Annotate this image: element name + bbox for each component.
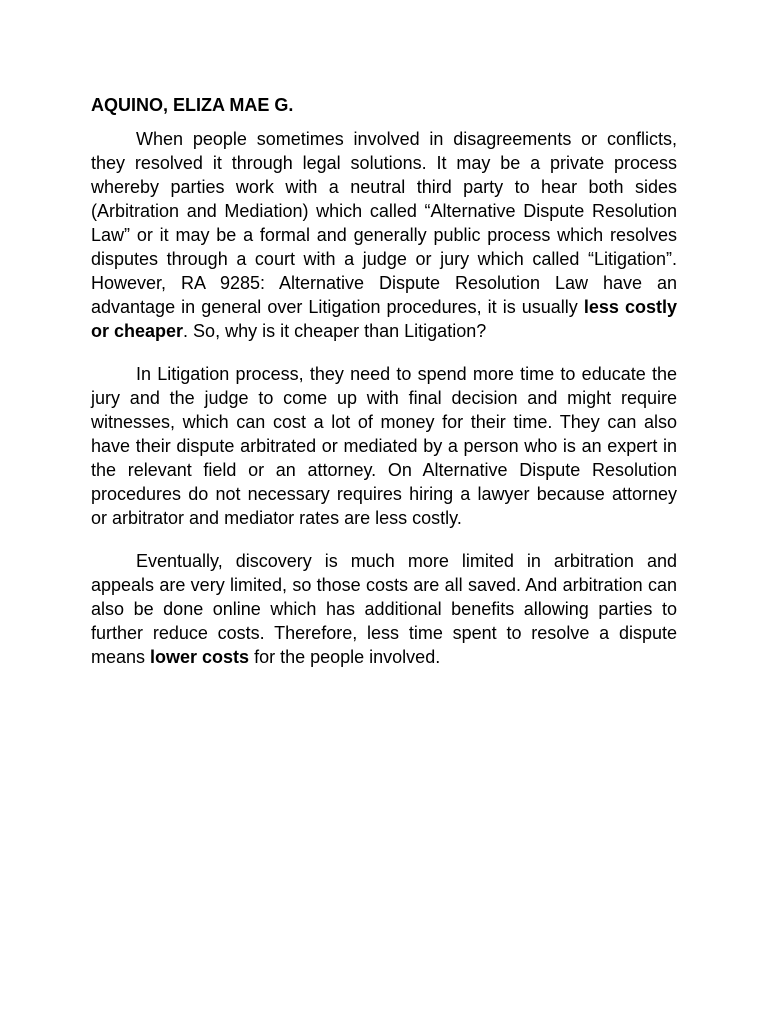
author-name: AQUINO, ELIZA MAE G. <box>91 95 294 115</box>
paragraph-3 <box>91 549 677 669</box>
paragraph-1-emphasis: less costly or cheaper <box>91 297 677 341</box>
paragraph-3-text: Eventually, discovery is much more limited in arbitration and appeals are very limited, so those costs are all saved. And arbitration can also be done online which has additional benefits allowing parties to further reduce costs. Therefore, less time spent to resolve a dispute means <box>91 551 677 667</box>
paragraph-3-emphasis: lower costs <box>150 647 250 667</box>
paragraph-1-text: When people sometimes involved in disagreements or conflicts, they resolved it through legal solutions. It may be a private process whereby parties work with a neutral third party to hear both sides (Arbitration and Mediation) which called “Alternative Dispute Resolution Law” or it may be a formal and generally public process which resolves disputes through a court with a judge or jury which called “Litigation”. However, RA 9285: Alternative Dispute Resolution Law have an advantage in general over Litigation procedures, it is usually <box>91 129 677 317</box>
paragraph-2 <box>91 362 677 530</box>
paragraph-1-ending: . So, why is it cheaper than Litigation? <box>183 321 487 341</box>
document-page <box>91 93 677 688</box>
paragraph-1 <box>91 127 677 343</box>
paragraph-2-text: In Litigation process, they need to spend more time to educate the jury and the judge to come up with final decision and might require witnesses, which can cost a lot of money for their time. They can also have their dispute arbitrated or mediated by a person who is an expert in the relevant field or an attorney. On Alternative Dispute Resolution procedures do not necessary requires hiring a lawyer because attorney or arbitrator and mediator rates are less costly. <box>91 364 677 528</box>
paragraph-3-ending: for the people involved. <box>249 647 441 667</box>
